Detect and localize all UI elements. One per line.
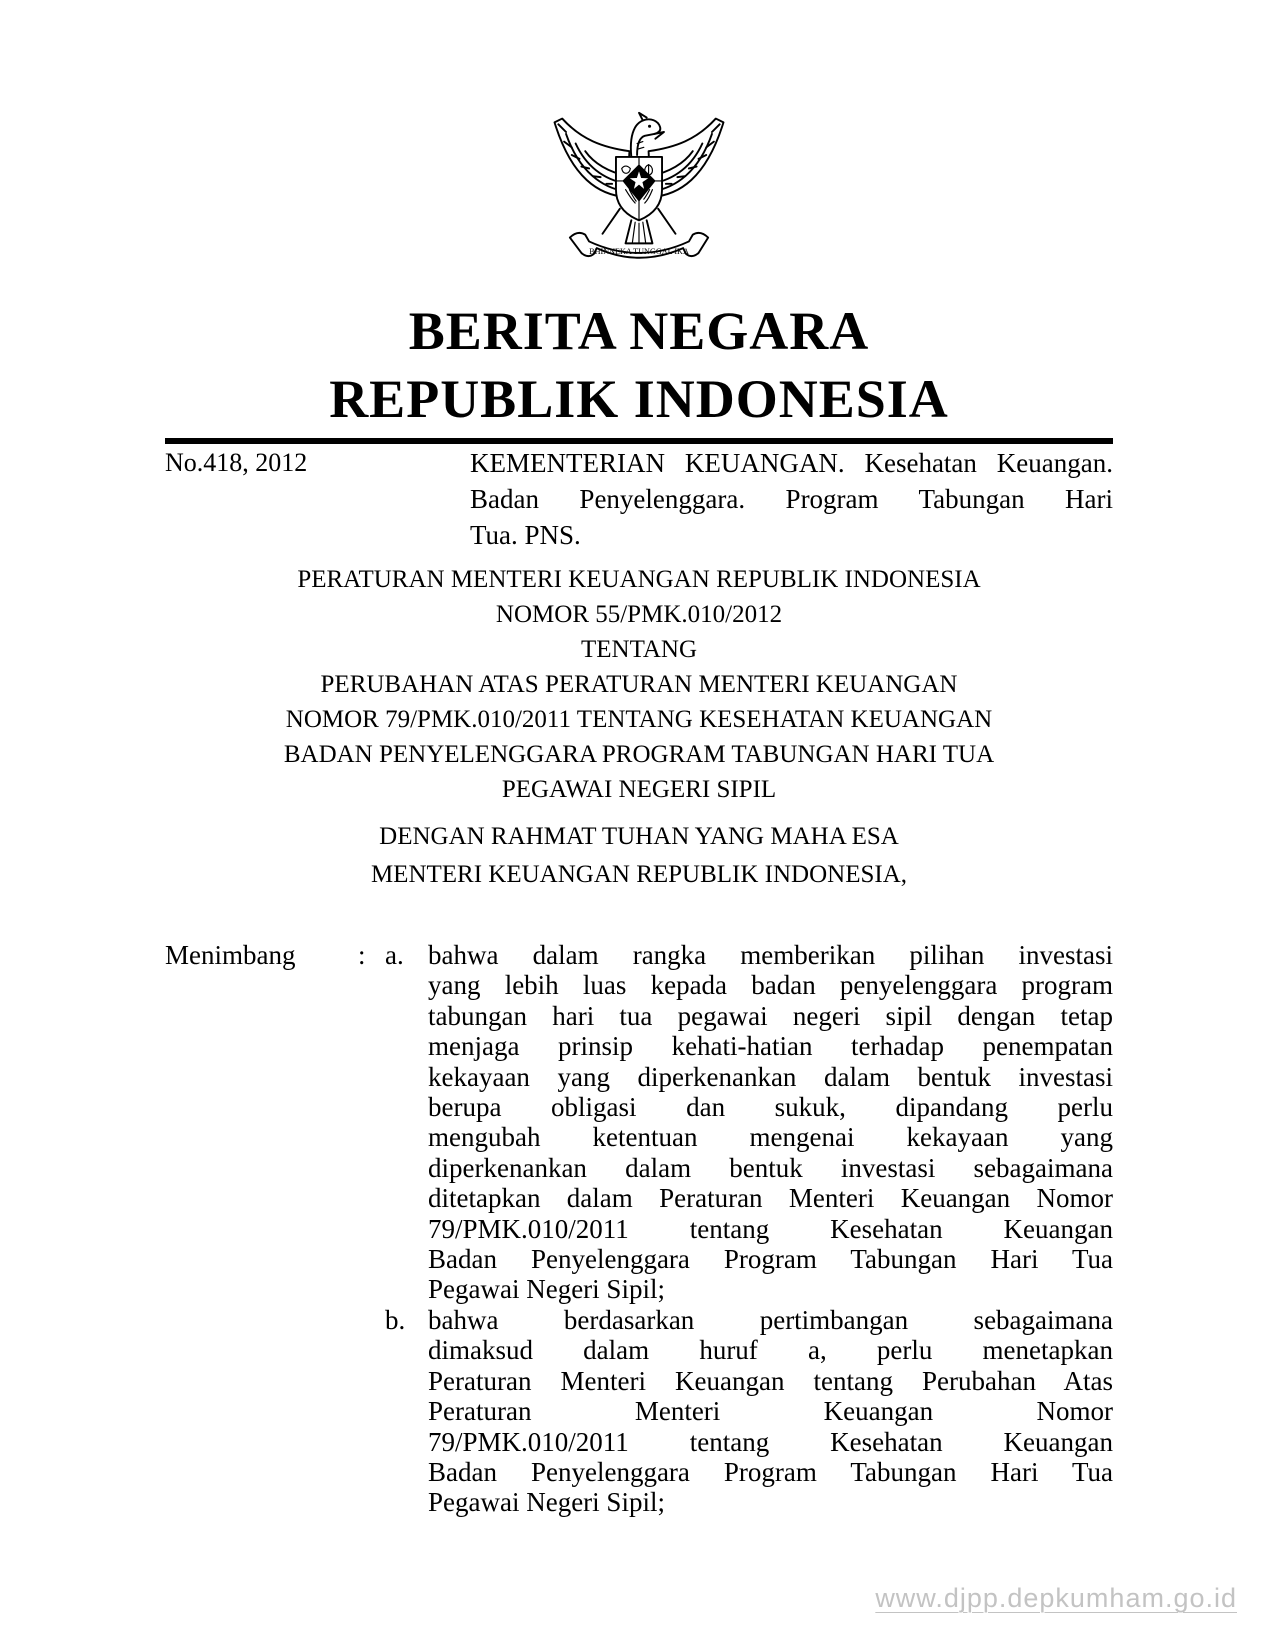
item-text-line: ditetapkan dalam Peraturan Menteri Keuangan Nomor — [428, 1183, 1113, 1214]
subject-abstract — [470, 445, 1113, 553]
regulation-title-line: PERUBAHAN ATAS PERATURAN MENTERI KEUANGAN — [320, 671, 958, 698]
item-text-line: Badan Penyelenggara Program Tabungan Hari Tua — [428, 1456, 1113, 1487]
watermark-link[interactable]: www.djpp.depkumham.go.id — [875, 1583, 1237, 1613]
regulation-title-line: BADAN PENYELENGGARA PROGRAM TABUNGAN HARI TUA — [283, 741, 995, 768]
considering-item — [385, 940, 1113, 1305]
item-text-line: yang lebih luas kepada badan penyelenggara program — [428, 970, 1113, 1001]
regulation-title-line: TENTANG — [580, 636, 698, 663]
garuda-emblem-graphic — [542, 84, 736, 276]
item-text-line: diperkenankan dalam bentuk investasi sebagaimana — [428, 1152, 1113, 1183]
item-text-line: 79/PMK.010/2011 tentang Kesehatan Keuangan — [428, 1426, 1113, 1457]
item-text — [428, 940, 1113, 1305]
item-text-line: Peraturan Menteri Keuangan tentang Perubahan Atas — [428, 1365, 1113, 1396]
regulation-title-line: NOMOR 55/PMK.010/2012 — [495, 601, 783, 628]
abstract-line: Tua. PNS. — [470, 520, 581, 550]
item-text-line: menjaga prinsip kehati-hatian terhadap penempatan — [428, 1031, 1113, 1062]
abstract-line: Badan Penyelenggara. Program Tabungan Hari — [470, 484, 1113, 514]
item-text-line: Pegawai Negeri Sipil; — [428, 1274, 665, 1305]
emblem-motto: BHINNEKA TUNGGAL IKA — [589, 246, 689, 256]
item-marker: b. — [385, 1304, 406, 1335]
item-text-line: kekayaan yang diperkenankan dalam bentuk investasi — [428, 1061, 1113, 1092]
item-text-line: Peraturan Menteri Keuangan Nomor — [428, 1396, 1113, 1427]
issue-number: No.418, 2012 — [165, 448, 308, 477]
item-text-line: Badan Penyelenggara Program Tabungan Hari Tua — [428, 1244, 1113, 1275]
masthead-rule — [165, 438, 1113, 444]
masthead-line1: BERITA NEGARA — [408, 301, 870, 361]
item-text-line: bahwa berdasarkan pertimbangan sebagaimana — [428, 1304, 1113, 1335]
item-text-line: tabungan hari tua pegawai negeri sipil dengan tetap — [428, 1000, 1113, 1031]
regulation-title-line: PEGAWAI NEGERI SIPIL — [501, 776, 777, 803]
item-text-line: Pegawai Negeri Sipil; — [428, 1487, 665, 1518]
item-text-line: 79/PMK.010/2011 tentang Kesehatan Keuangan — [428, 1213, 1113, 1244]
item-text-line: mengubah ketentuan mengenai kekayaan yang — [428, 1122, 1113, 1153]
regulation-title-line: PERATURAN MENTERI KEUANGAN REPUBLIK INDONESIA — [297, 566, 981, 593]
item-text-line: berupa obligasi dan sukuk, dipandang perlu — [428, 1092, 1113, 1123]
item-text-line: dimaksud dalam huruf a, perlu menetapkan — [428, 1335, 1113, 1366]
garuda-pancasila-emblem — [542, 84, 736, 276]
considering-colon: : — [358, 940, 366, 970]
issuer-line: MENTERI KEUANGAN REPUBLIK INDONESIA, — [370, 861, 908, 888]
item-text — [428, 1305, 1113, 1518]
regulation-title — [165, 562, 1113, 807]
considering-section — [165, 940, 1113, 1518]
masthead — [165, 297, 1113, 433]
regulation-title-line: NOMOR 79/PMK.010/2011 TENTANG KESEHATAN KEUANGAN — [285, 706, 993, 733]
masthead-line2: REPUBLIK INDONESIA — [329, 369, 949, 429]
item-marker: a. — [385, 940, 404, 970]
considering-label: Menimbang — [165, 940, 296, 970]
invocation-line: DENGAN RAHMAT TUHAN YANG MAHA ESA — [379, 823, 899, 850]
considering-items — [385, 940, 1113, 1518]
item-text-line: bahwa dalam rangka memberikan pilihan investasi — [428, 940, 1113, 970]
gazette-header-row — [165, 445, 1113, 553]
considering-item — [385, 1305, 1113, 1518]
abstract-line: KEMENTERIAN KEUANGAN. Kesehatan Keuangan. — [470, 448, 1113, 478]
